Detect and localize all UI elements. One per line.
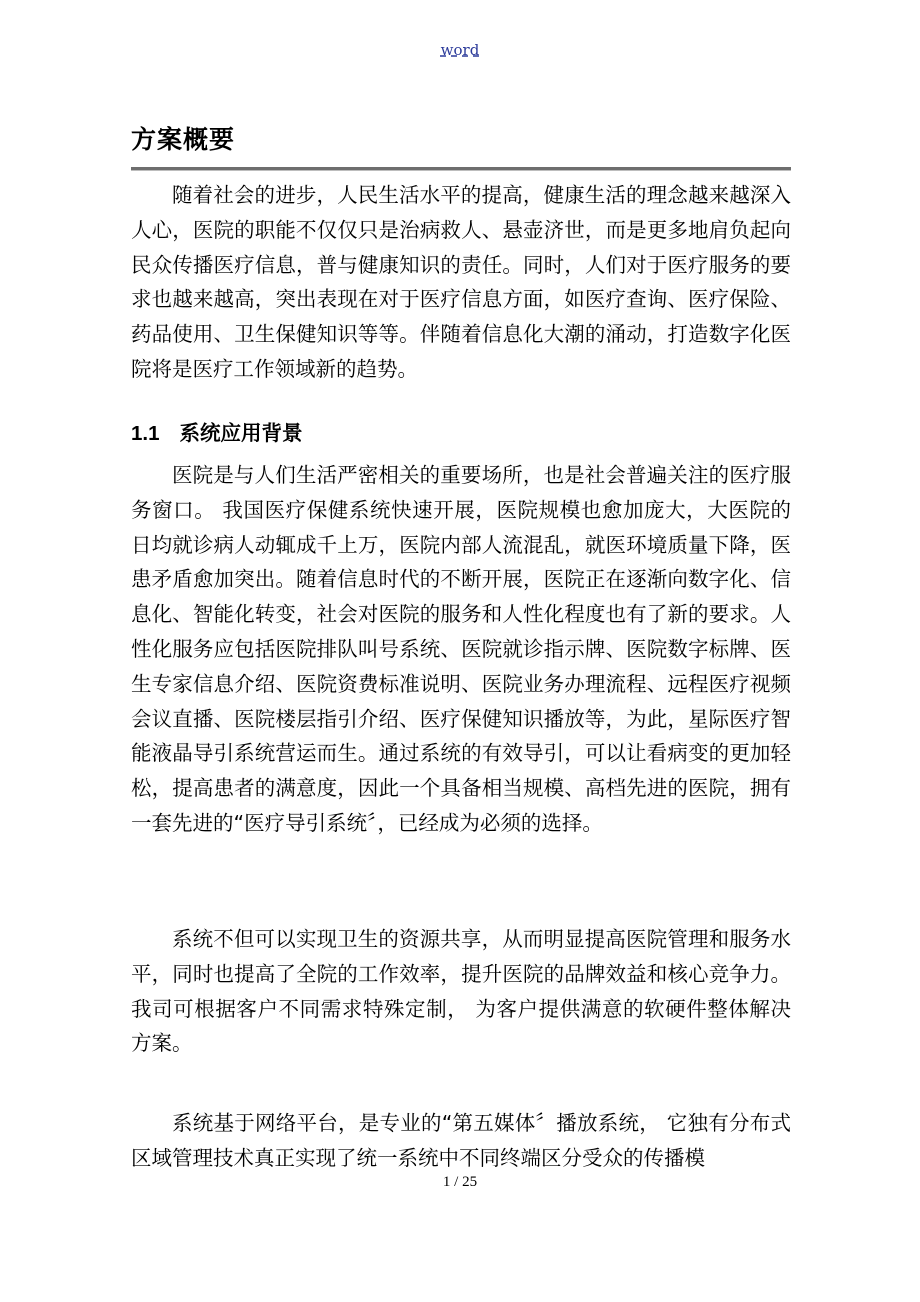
body-paragraph: 随着社会的进步，人民生活水平的提高，健康生活的理念越来越深入人心，医院的职能不仅仅只是治病救人、悬壶济世，而是更多地肩负起向民众传播医疗信息，普与健康知识的责任。同时，人们对于医疗服务的要求也越来越高，突出表现在对于医疗信息方面，如医疗查询、医疗保险、药品使用、卫生保健知识等等。伴随着信息化大潮的涌动，打造数字化医院将是医疗工作领域新的趋势。 — [131, 183, 791, 381]
section-title: 方案概要 — [131, 125, 236, 154]
body-paragraph: 医院是与人们生活严密相关的重要场所，也是社会普遍关注的医疗服务窗口。 我国医疗保健系统快速开展，医院规模也愈加庞大，大医院的日均就诊病人动辄成千上万，医院内部人流混乱，就医环境质量下降，医患矛盾愈加突出。随着信息时代的不断开展，医院正在逐渐向数字化、信息化、智能化转变，社会对医院的服务和人性化程度也有了新的要求。人性化服务应包括医院排队叫号系统、医院就诊指示牌、医院数字标牌、医生专家信息介绍、医院资费标准说明、医院业务办理流程、远程医疗视频会议直播、医院楼层指引介绍、医疗保健知识播放等，为此，星际医疗智能液晶导引系统营运而生。通过系统的有效导引，可以让看病变的更加轻松，提高患者的满意度，因此一个具备相当规模、高档先进的医院，拥有一套先进的“医疗导引系统〞，已经成为必须的选择。 — [131, 463, 791, 835]
body-paragraph: 系统不但可以实现卫生的资源共享，从而明显提高医院管理和服务水平，同时也提高了全院的工作效率，提升医院的品牌效益和核心竞争力。 我司可根据客户不同需求特殊定制， 为客户提供满意的软硬件整体解决方案。 — [131, 927, 791, 1056]
body-paragraph: 系统基于网络平台，是专业的“第五媒体〞播放系统， 它独有分布式区域管理技术真正实现了统一系统中不同终端区分受众的传播模 — [131, 1111, 791, 1170]
subsection-heading — [131, 416, 303, 451]
subsection-number: 1.1 — [131, 422, 160, 445]
title-divider — [131, 167, 791, 171]
header-word-link[interactable]: word — [440, 41, 480, 59]
subsection-title: 系统应用背景 — [179, 421, 303, 445]
page-indicator: 1 / 25 — [442, 1174, 478, 1190]
